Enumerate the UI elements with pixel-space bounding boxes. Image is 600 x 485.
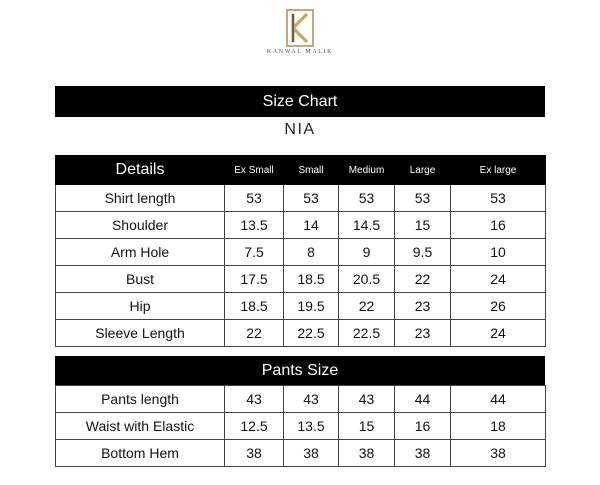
table-cell: 24: [451, 266, 546, 293]
table-cell: 38: [225, 440, 284, 467]
table-row: [56, 440, 546, 467]
table-cell: 9: [339, 239, 395, 266]
size-table-header: [56, 156, 546, 185]
row-label: Waist with Elastic: [56, 413, 225, 440]
details-header: Details: [56, 156, 225, 185]
k-monogram-icon: [285, 8, 315, 48]
table-cell: 9.5: [395, 239, 451, 266]
table-cell: 12.5: [225, 413, 284, 440]
row-label: Pants length: [56, 386, 225, 413]
table-cell: 17.5: [225, 266, 284, 293]
product-name: NIA: [284, 121, 316, 138]
table-cell: 20.5: [339, 266, 395, 293]
row-label: Shoulder: [56, 212, 225, 239]
table-row: [56, 320, 546, 347]
table-cell: 14.5: [339, 212, 395, 239]
row-label: Arm Hole: [56, 239, 225, 266]
table-row: [56, 212, 546, 239]
pants-table: [55, 385, 546, 467]
table-cell: 43: [225, 386, 284, 413]
brand-logo: [266, 8, 334, 63]
table-cell: 22: [395, 266, 451, 293]
table-cell: 15: [395, 212, 451, 239]
table-cell: 16: [395, 413, 451, 440]
table-cell: 15: [339, 413, 395, 440]
row-label: Hip: [56, 293, 225, 320]
size-header: Ex large: [451, 156, 546, 185]
table-cell: 13.5: [284, 413, 339, 440]
table-cell: 44: [451, 386, 546, 413]
table-cell: 22: [339, 293, 395, 320]
row-label: Sleeve Length: [56, 320, 225, 347]
table-cell: 53: [284, 185, 339, 212]
table-cell: 18.5: [225, 293, 284, 320]
table-cell: 53: [339, 185, 395, 212]
table-cell: 22.5: [284, 320, 339, 347]
row-label: Bust: [56, 266, 225, 293]
table-cell: 22: [225, 320, 284, 347]
pants-size-title: Pants Size: [55, 356, 545, 386]
table-cell: 38: [451, 440, 546, 467]
table-row: [56, 185, 546, 212]
size-chart-title: Size Chart: [55, 86, 545, 117]
brand-name: KANWAL MALIK: [266, 49, 334, 55]
table-cell: 22.5: [339, 320, 395, 347]
table-cell: 18.5: [284, 266, 339, 293]
table-cell: 18: [451, 413, 546, 440]
table-cell: 44: [395, 386, 451, 413]
row-label: Bottom Hem: [56, 440, 225, 467]
table-row: [56, 386, 546, 413]
table-cell: 23: [395, 293, 451, 320]
table-cell: 26: [451, 293, 546, 320]
size-header: Small: [284, 156, 339, 185]
table-row: [56, 293, 546, 320]
table-cell: 53: [395, 185, 451, 212]
table-row: [56, 239, 546, 266]
table-cell: 16: [451, 212, 546, 239]
size-table: [55, 155, 546, 347]
table-cell: 19.5: [284, 293, 339, 320]
table-cell: 10: [451, 239, 546, 266]
table-cell: 53: [225, 185, 284, 212]
table-cell: 38: [284, 440, 339, 467]
table-cell: 53: [451, 185, 546, 212]
table-row: [56, 413, 546, 440]
table-cell: 43: [284, 386, 339, 413]
table-cell: 23: [395, 320, 451, 347]
size-header: Ex Small: [225, 156, 284, 185]
table-cell: 14: [284, 212, 339, 239]
table-cell: 13.5: [225, 212, 284, 239]
table-cell: 24: [451, 320, 546, 347]
table-row: [56, 266, 546, 293]
table-cell: 38: [339, 440, 395, 467]
table-cell: 8: [284, 239, 339, 266]
table-cell: 38: [395, 440, 451, 467]
row-label: Shirt length: [56, 185, 225, 212]
table-cell: 7.5: [225, 239, 284, 266]
table-cell: 43: [339, 386, 395, 413]
size-header: Large: [395, 156, 451, 185]
size-header: Medium: [339, 156, 395, 185]
